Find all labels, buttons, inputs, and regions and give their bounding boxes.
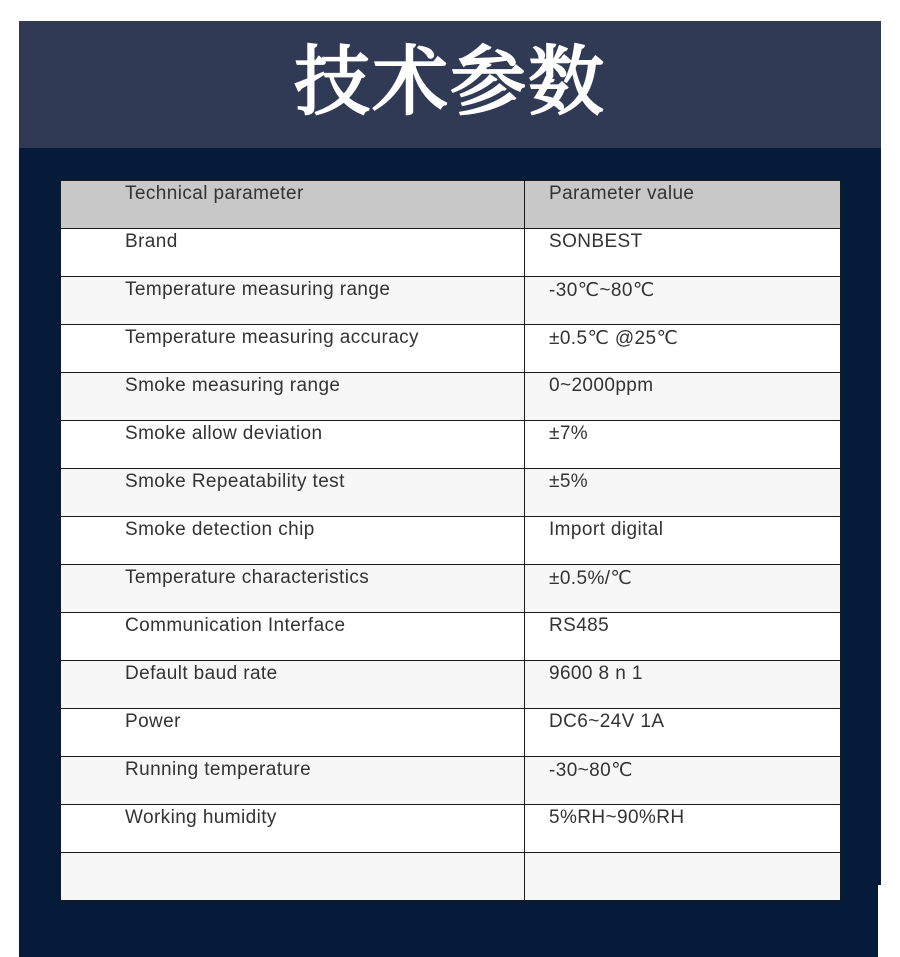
value-cell: 5%RH~90%RH — [525, 805, 841, 853]
parameter-cell: Smoke allow deviation — [61, 421, 525, 469]
value-cell: 0~2000ppm — [525, 373, 841, 421]
value-cell: DC6~24V 1A — [525, 709, 841, 757]
parameter-cell: Smoke measuring range — [61, 373, 525, 421]
header-banner — [19, 21, 881, 148]
table-row — [61, 757, 841, 805]
table-row — [61, 613, 841, 661]
value-cell: ±5% — [525, 469, 841, 517]
panel-corner-cutout — [878, 885, 900, 957]
value-cell: -30℃~80℃ — [525, 277, 841, 325]
spec-table — [60, 180, 841, 901]
parameter-cell: Default baud rate — [61, 661, 525, 709]
value-cell: SONBEST — [525, 229, 841, 277]
parameter-cell: Smoke Repeatability test — [61, 469, 525, 517]
value-cell: ±7% — [525, 421, 841, 469]
value-cell: RS485 — [525, 613, 841, 661]
parameter-cell: Working humidity — [61, 805, 525, 853]
value-cell: 9600 8 n 1 — [525, 661, 841, 709]
table-row — [61, 805, 841, 853]
table-row — [61, 517, 841, 565]
table-row — [61, 565, 841, 613]
column-header-parameter: Technical parameter — [61, 181, 525, 229]
parameter-cell: Communication Interface — [61, 613, 525, 661]
table-row — [61, 661, 841, 709]
value-cell: -30~80℃ — [525, 757, 841, 805]
parameter-cell: Running temperature — [61, 757, 525, 805]
table-row — [61, 469, 841, 517]
value-cell: ±0.5%/℃ — [525, 565, 841, 613]
table-header-row — [61, 181, 841, 229]
parameter-cell: Power — [61, 709, 525, 757]
value-cell — [525, 853, 841, 901]
value-cell: Import digital — [525, 517, 841, 565]
table-row — [61, 277, 841, 325]
parameter-cell: Brand — [61, 229, 525, 277]
parameter-cell: Temperature characteristics — [61, 565, 525, 613]
page-title: 技术参数 — [294, 36, 606, 126]
parameter-cell — [61, 853, 525, 901]
parameter-cell: Smoke detection chip — [61, 517, 525, 565]
table-row — [61, 421, 841, 469]
table-row — [61, 325, 841, 373]
table-row — [61, 229, 841, 277]
table-row — [61, 709, 841, 757]
value-cell: ±0.5℃ @25℃ — [525, 325, 841, 373]
table-row — [61, 853, 841, 901]
parameter-cell: Temperature measuring accuracy — [61, 325, 525, 373]
table-row — [61, 373, 841, 421]
parameter-cell: Temperature measuring range — [61, 277, 525, 325]
column-header-value: Parameter value — [525, 181, 841, 229]
